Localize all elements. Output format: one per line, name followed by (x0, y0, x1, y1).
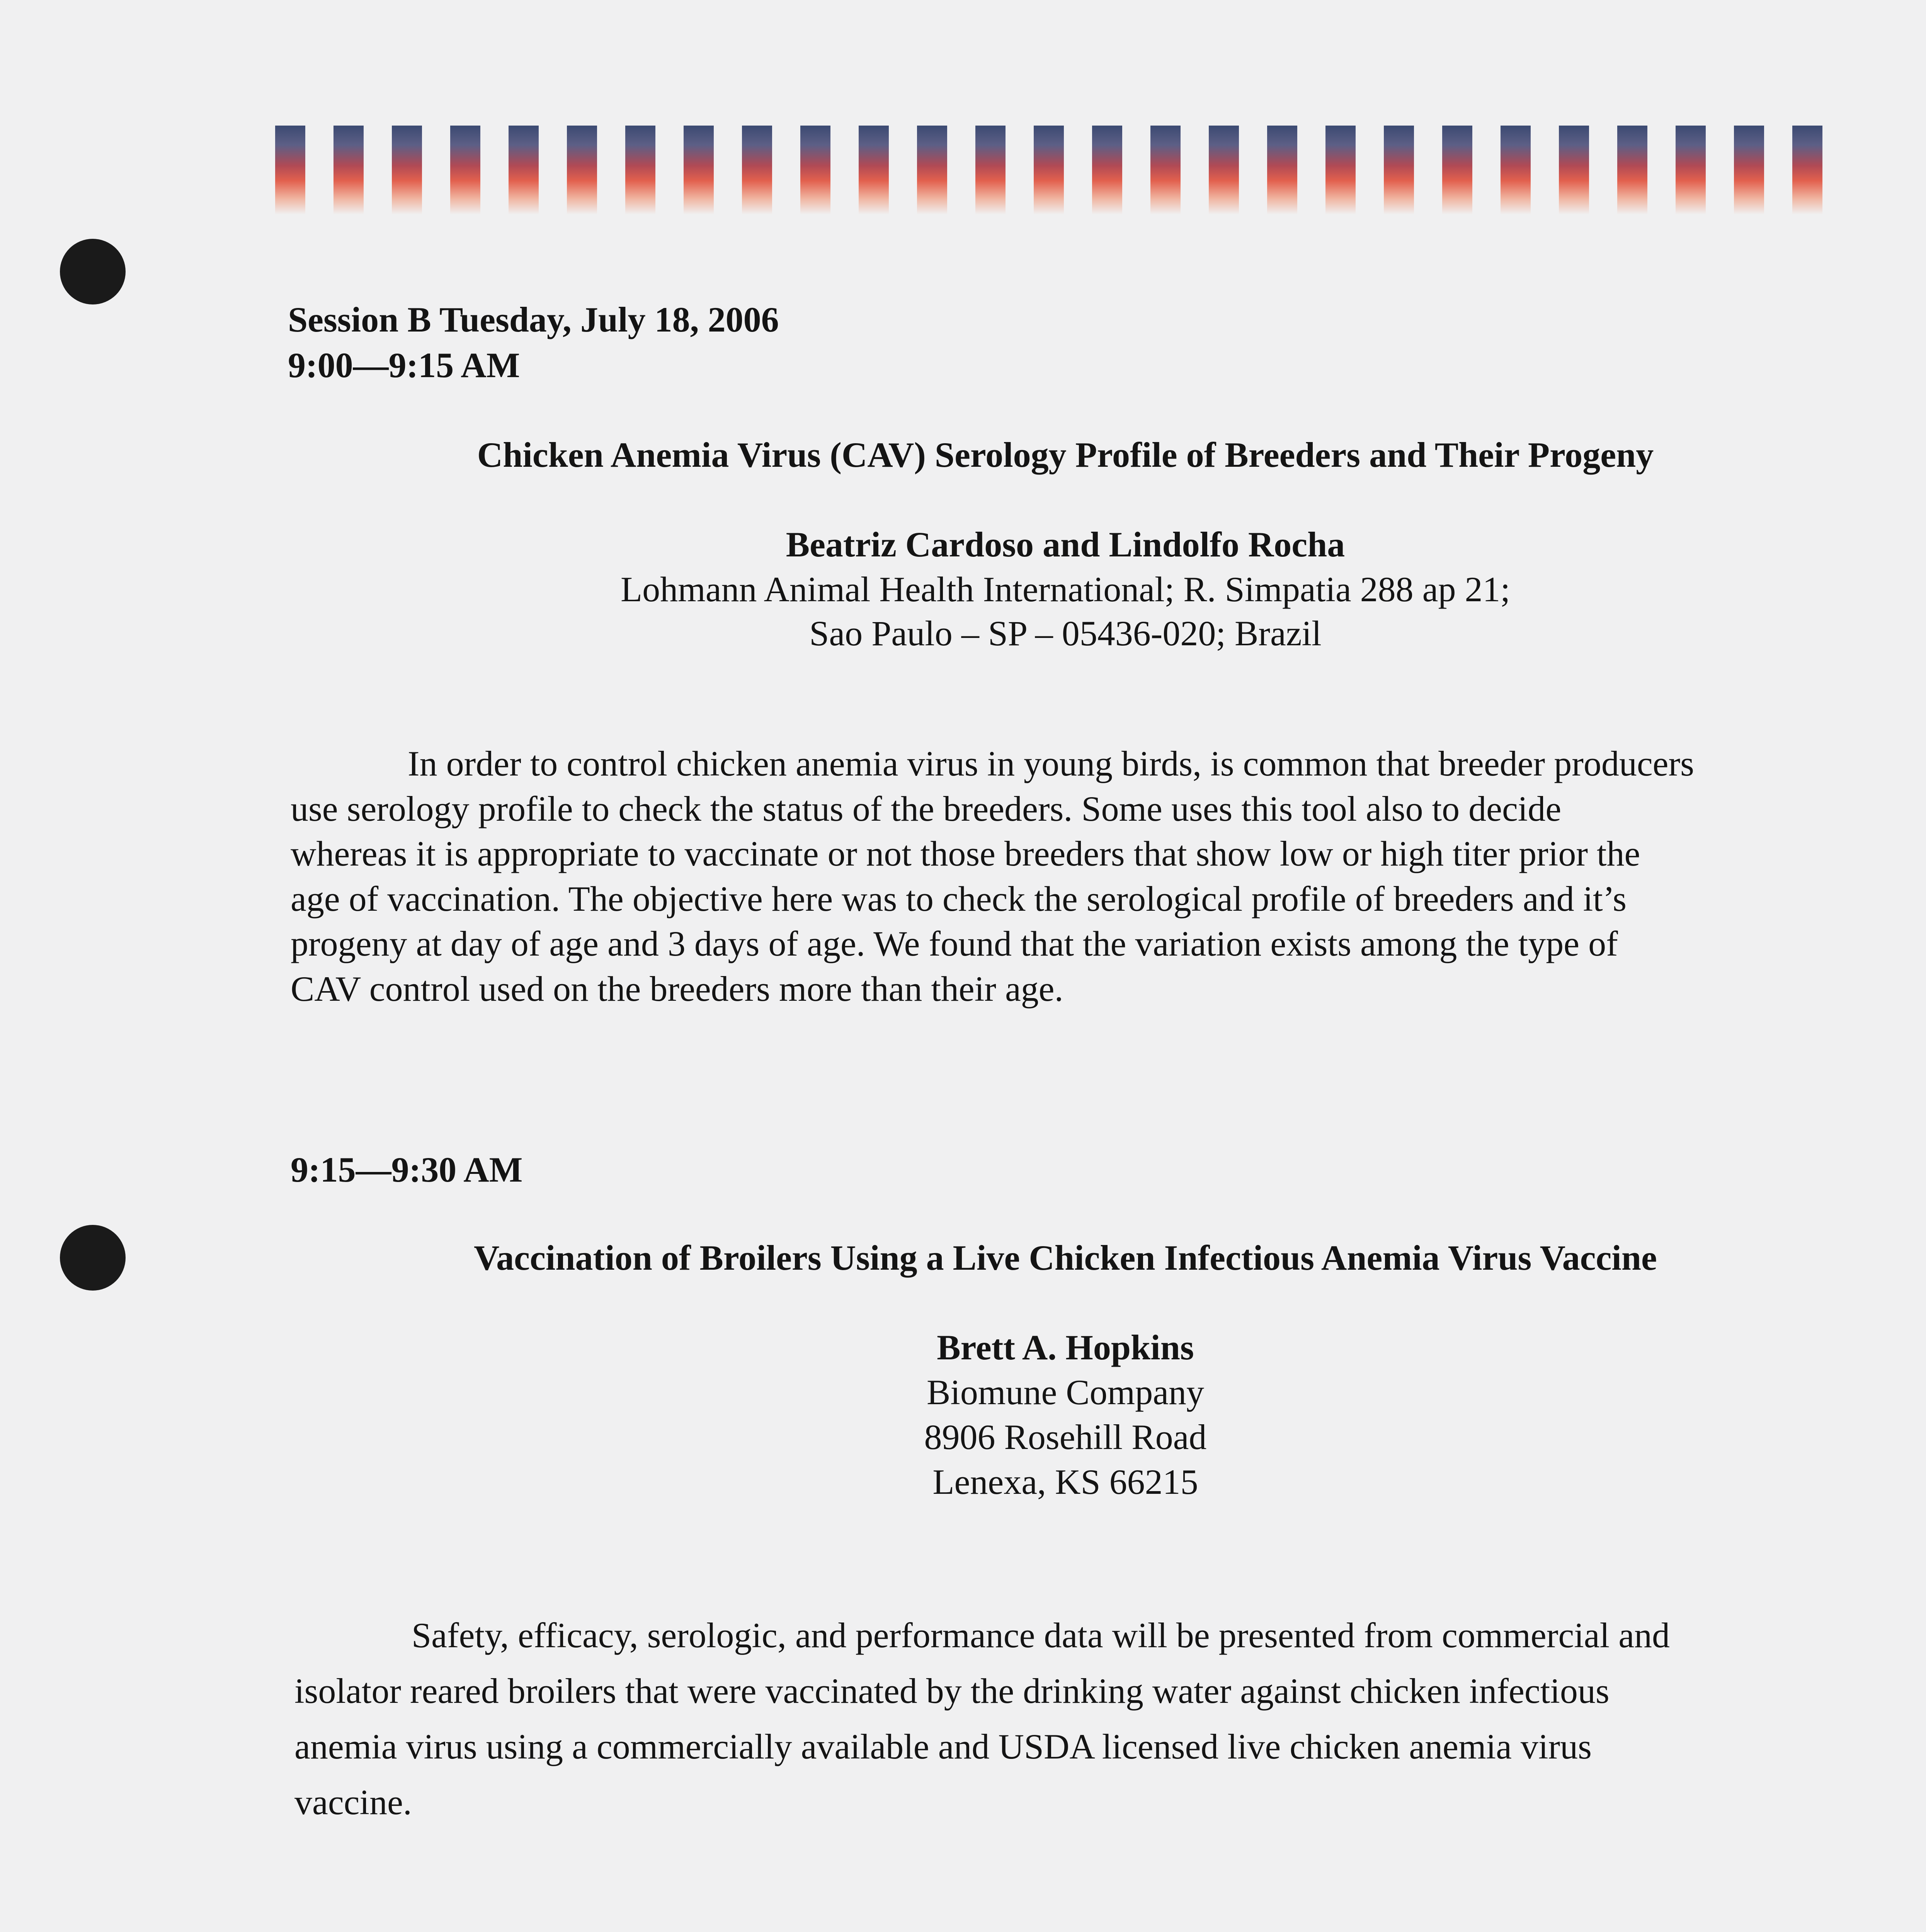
header-bar-block (1150, 126, 1181, 214)
header-bar-block (1617, 126, 1647, 214)
header-bar-block (1092, 126, 1122, 214)
header-bar-block (1559, 126, 1589, 214)
header-bar-block (859, 126, 889, 214)
talk-1-abstract (291, 741, 1825, 1011)
header-bar-block (1676, 126, 1706, 214)
abstract-line: isolator reared broilers that were vaccinated by the drinking water against chicken infectious (294, 1671, 1610, 1711)
talk-2-authors: Brett A. Hopkins (937, 1328, 1194, 1367)
header-bar-block (917, 126, 947, 214)
header-bar-block (1734, 126, 1764, 214)
header-bar-block (1384, 126, 1414, 214)
header-bar-block (1501, 126, 1531, 214)
header-bar-block (450, 126, 480, 214)
header-bar-block (1325, 126, 1356, 214)
punch-hole-top (60, 239, 126, 304)
talk-2-affiliation-line: Biomune Company (926, 1372, 1205, 1412)
abstract-line: In order to control chicken anemia virus in young birds, is common that breeder producers (408, 744, 1694, 783)
abstract-line: use serology profile to check the status of the breeders. Some uses this tool also to decide (291, 789, 1562, 828)
abstract-line: anemia virus using a commercially available and USDA licensed live chicken anemia virus (294, 1727, 1592, 1766)
header-bar-block (567, 126, 597, 214)
header-bar-block (625, 126, 655, 214)
talk-1-affiliation-line: Sao Paulo – SP – 05436-020; Brazil (809, 614, 1322, 653)
talk-1-title: Chicken Anemia Virus (CAV) Serology Profile of Breeders and Their Progeny (477, 435, 1654, 474)
abstract-line: age of vaccination. The objective here was to check the serological profile of breeders and it’s (291, 879, 1627, 918)
abstract-line: CAV control used on the breeders more than their age. (291, 969, 1063, 1009)
talk-2-time: 9:15—9:30 AM (291, 1150, 523, 1189)
header-bar-block (1267, 126, 1297, 214)
talk-2-affiliation-line: Lenexa, KS 66215 (932, 1462, 1198, 1502)
header-bar-block (275, 126, 305, 214)
header-bar-block (742, 126, 772, 214)
header-bar-block (800, 126, 830, 214)
session-header: Session B Tuesday, July 18, 2006 (288, 300, 779, 339)
talk-1-time: 9:00—9:15 AM (288, 345, 520, 385)
abstract-line: whereas it is appropriate to vaccinate or not those breeders that show low or high titer prior the (291, 834, 1640, 873)
header-bar-block (1792, 126, 1822, 214)
abstract-line: progeny at day of age and 3 days of age. We found that the variation exists among the type of (291, 924, 1618, 963)
header-bar-block (684, 126, 714, 214)
header-bar-block (1442, 126, 1472, 214)
abstract-line: vaccine. (294, 1782, 412, 1822)
talk-1-affiliation-line: Lohmann Animal Health International; R. Simpatia 288 ap 21; (620, 570, 1511, 609)
talk-2-affiliation-line: 8906 Rosehill Road (924, 1417, 1207, 1457)
talk-2-title: Vaccination of Broilers Using a Live Chicken Infectious Anemia Virus Vaccine (474, 1238, 1657, 1277)
talk-2-abstract (294, 1607, 1829, 1830)
header-bar-block (1209, 126, 1239, 214)
abstract-line: Safety, efficacy, serologic, and performance data will be presented from commercial and (412, 1616, 1670, 1655)
header-bar-block (392, 126, 422, 214)
header-bar-block (333, 126, 364, 214)
header-bar-block (509, 126, 539, 214)
header-bar-block (1034, 126, 1064, 214)
header-bar-block (975, 126, 1006, 214)
decorative-header-bar (275, 126, 1818, 214)
talk-1-authors: Beatriz Cardoso and Lindolfo Rocha (786, 525, 1345, 564)
